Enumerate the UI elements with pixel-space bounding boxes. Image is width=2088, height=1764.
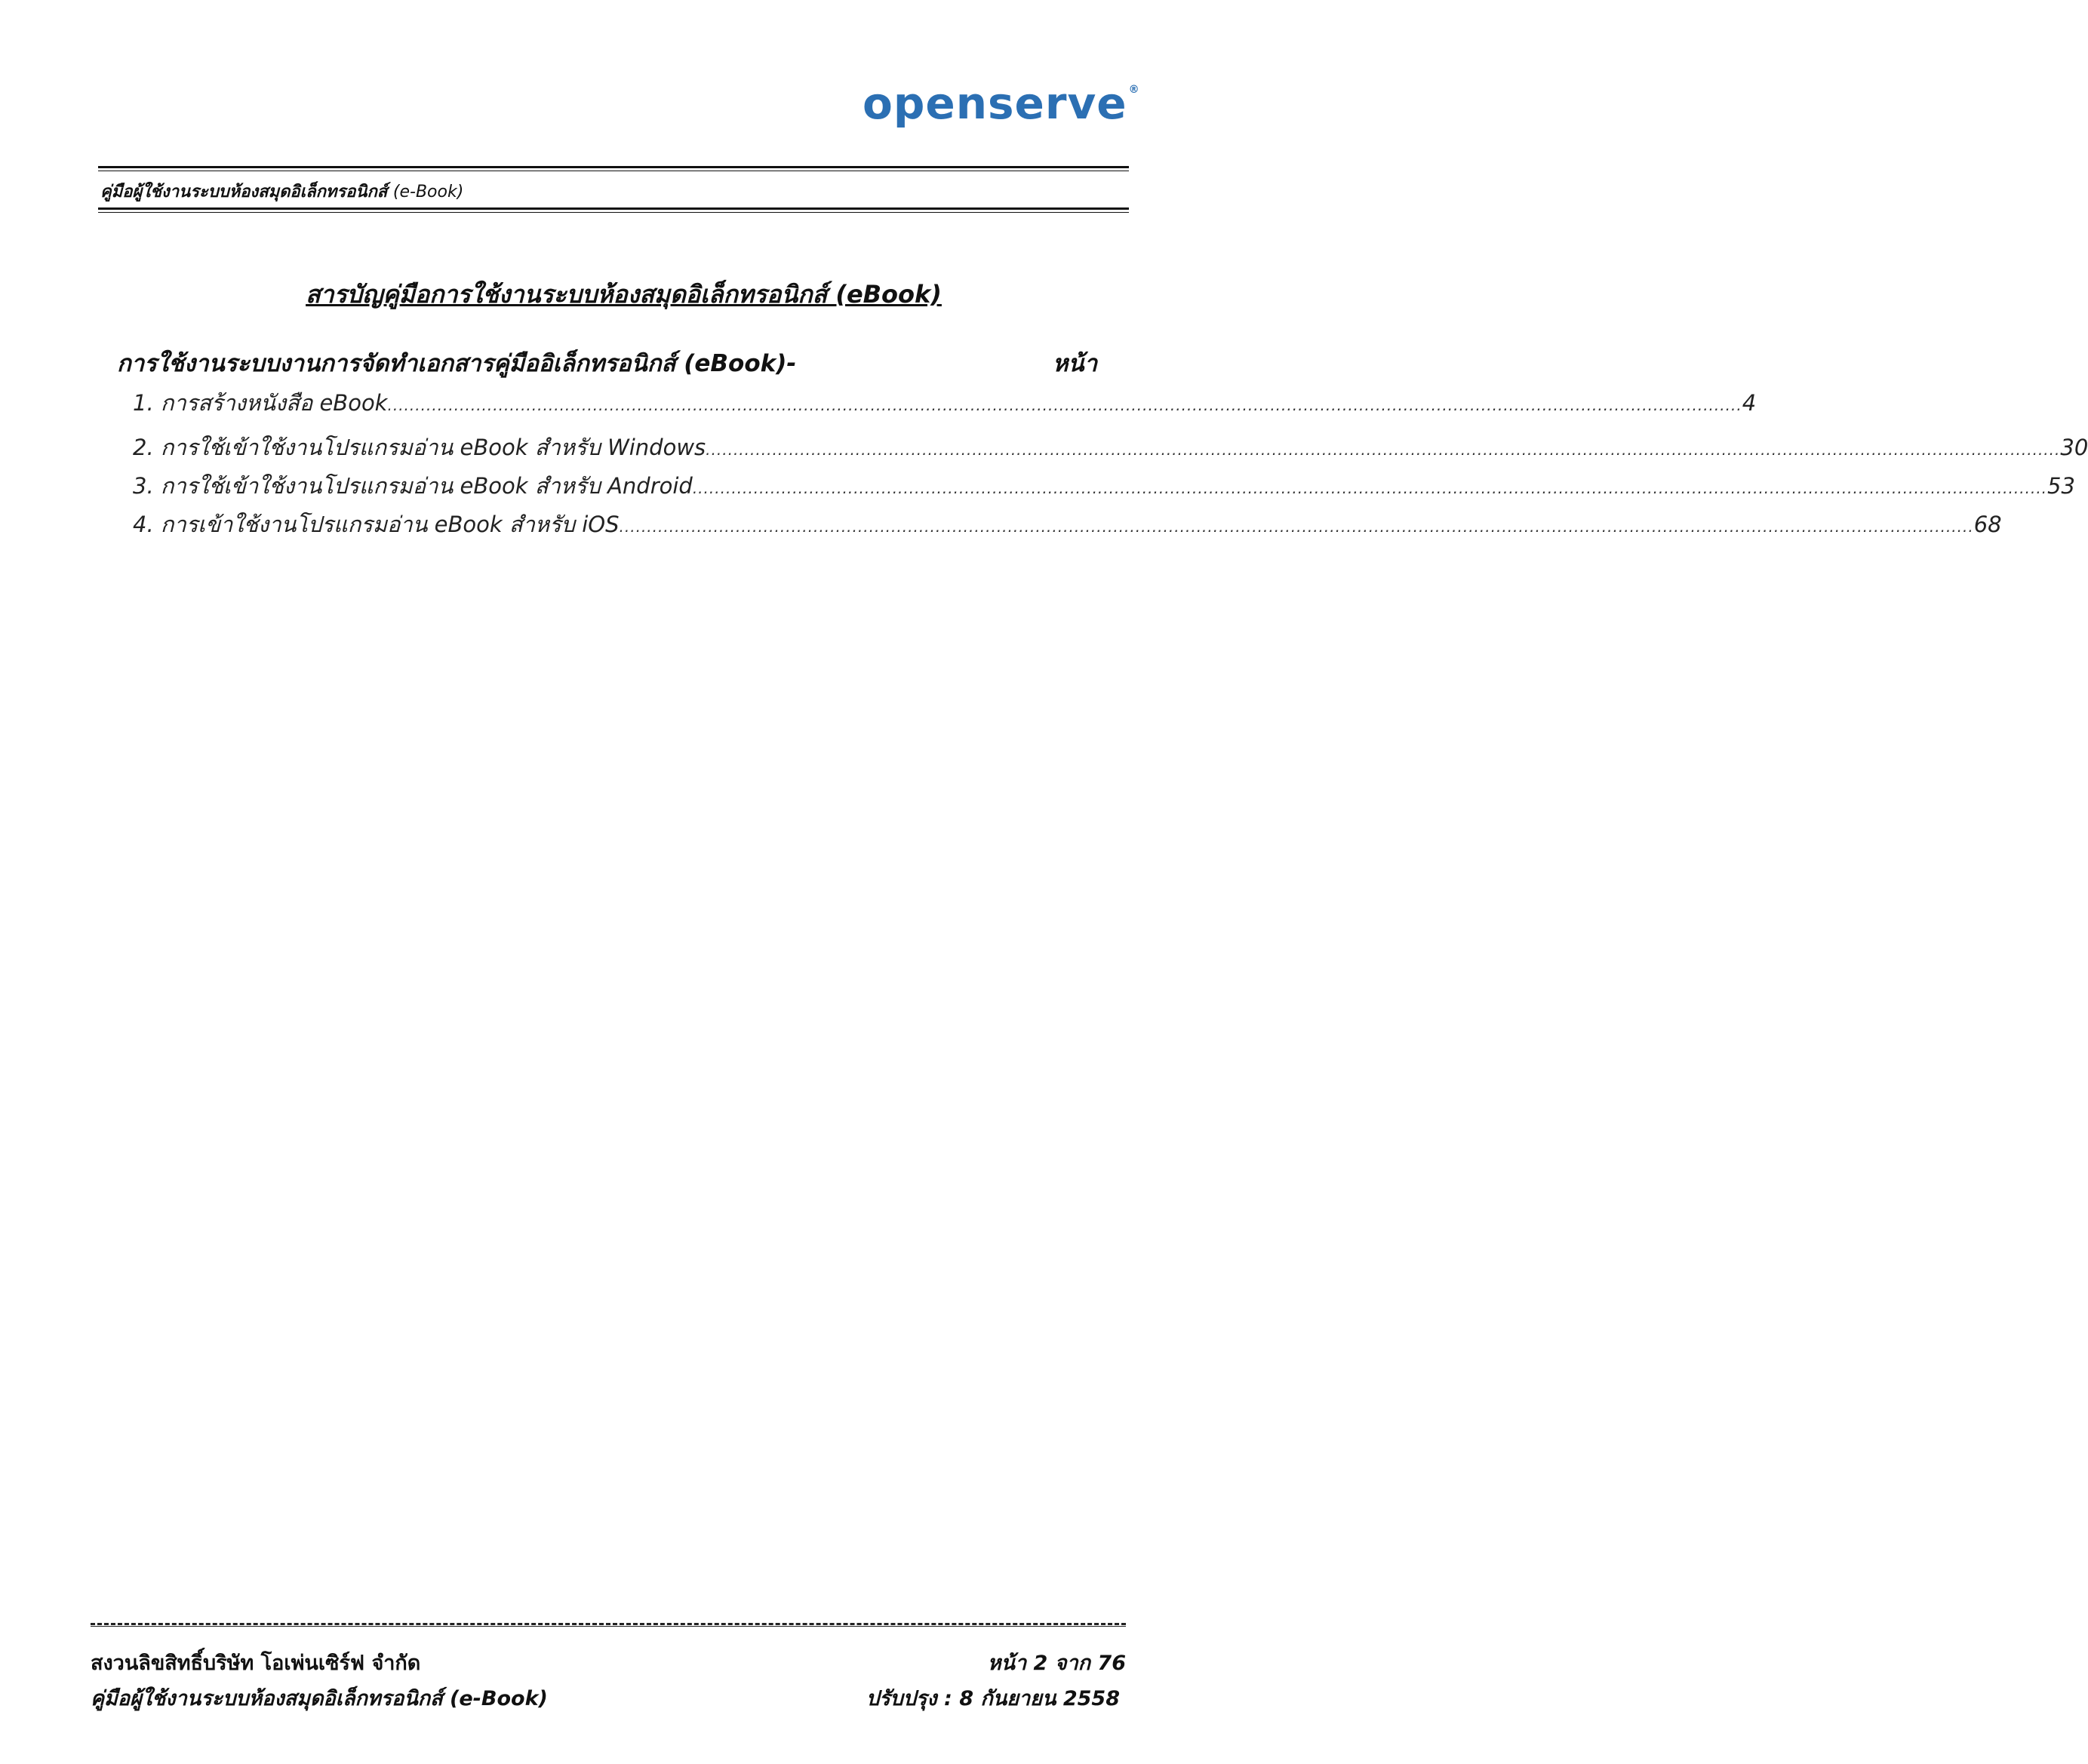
toc-leader-dots: .................................................................................................................................................................................................................................................... — [619, 518, 1974, 536]
toc-page-column-label: หน้า — [1053, 350, 1098, 377]
header-rule-top-thick — [98, 166, 1129, 168]
footer-revised-date: ปรับปรุง : 8 กันยายน 2558 — [866, 1687, 1120, 1710]
toc-item-label: 2. การใช้เข้าใช้งานโปรแกรมอ่าน eBook สำหรับ Windows — [133, 435, 706, 460]
logo-text: openserve — [863, 78, 1127, 129]
header-rule-bottom-thick — [98, 207, 1129, 210]
footer-rule-dashed — [91, 1623, 1126, 1625]
openserve-logo — [863, 78, 1140, 129]
footer-copyright: สงวนลิขสิทธิ์บริษัท โอเพ่นเซิร์ฟ จำกัด — [91, 1652, 421, 1675]
toc-item-page: 4 — [1742, 390, 1757, 416]
toc-item-page: 30 — [2060, 435, 2088, 460]
toc-title: สารบัญคู่มือการใช้งานระบบห้องสมุดอิเล็กทรอนิกส์ (eBook) — [306, 280, 942, 309]
toc-leader-dots: .................................................................................................................................................................................................................................................... — [692, 479, 2048, 497]
toc-item[interactable] — [133, 386, 1757, 420]
toc-leader-dots: .................................................................................................................................................................................................................................................... — [706, 441, 2061, 459]
toc-item-label: 1. การสร้างหนังสือ eBook — [133, 390, 388, 416]
toc-leader-dots: .................................................................................................................................................................................................................................................... — [387, 396, 1742, 414]
header-rule-bottom-thin — [98, 212, 1129, 213]
header-doc-title — [100, 178, 463, 204]
footer-doc-name: คู่มือผู้ใช้งานระบบห้องสมุดอิเล็กทรอนิกส์ (e-Book) — [91, 1687, 548, 1710]
toc-item[interactable] — [133, 469, 2075, 503]
header-doc-title-latin: (e-Book) — [392, 183, 464, 201]
toc-item-label: 3. การใช้เข้าใช้งานโปรแกรมอ่าน eBook สำหรับ Android — [133, 473, 693, 499]
footer-rule-solid — [91, 1626, 1126, 1627]
registered-mark: ® — [1128, 84, 1140, 96]
toc-item[interactable] — [133, 507, 2002, 542]
toc-section-heading: การใช้งานระบบงานการจัดทำเอกสารคู่มืออิเล็กทรอนิกส์ (eBook)- — [117, 350, 797, 377]
toc-item-label: 4. การเข้าใช้งานโปรแกรมอ่าน eBook สำหรับ iOS — [133, 512, 620, 537]
toc-item[interactable] — [133, 430, 2088, 465]
toc-item-page: 53 — [2047, 473, 2075, 499]
footer-page-info: หน้า 2 จาก 76 — [987, 1652, 1126, 1675]
toc-item-page: 68 — [1973, 512, 2002, 537]
header-doc-title-thai: คู่มือผู้ใช้งานระบบห้องสมุดอิเล็กทรอนิกส์ — [100, 183, 393, 201]
